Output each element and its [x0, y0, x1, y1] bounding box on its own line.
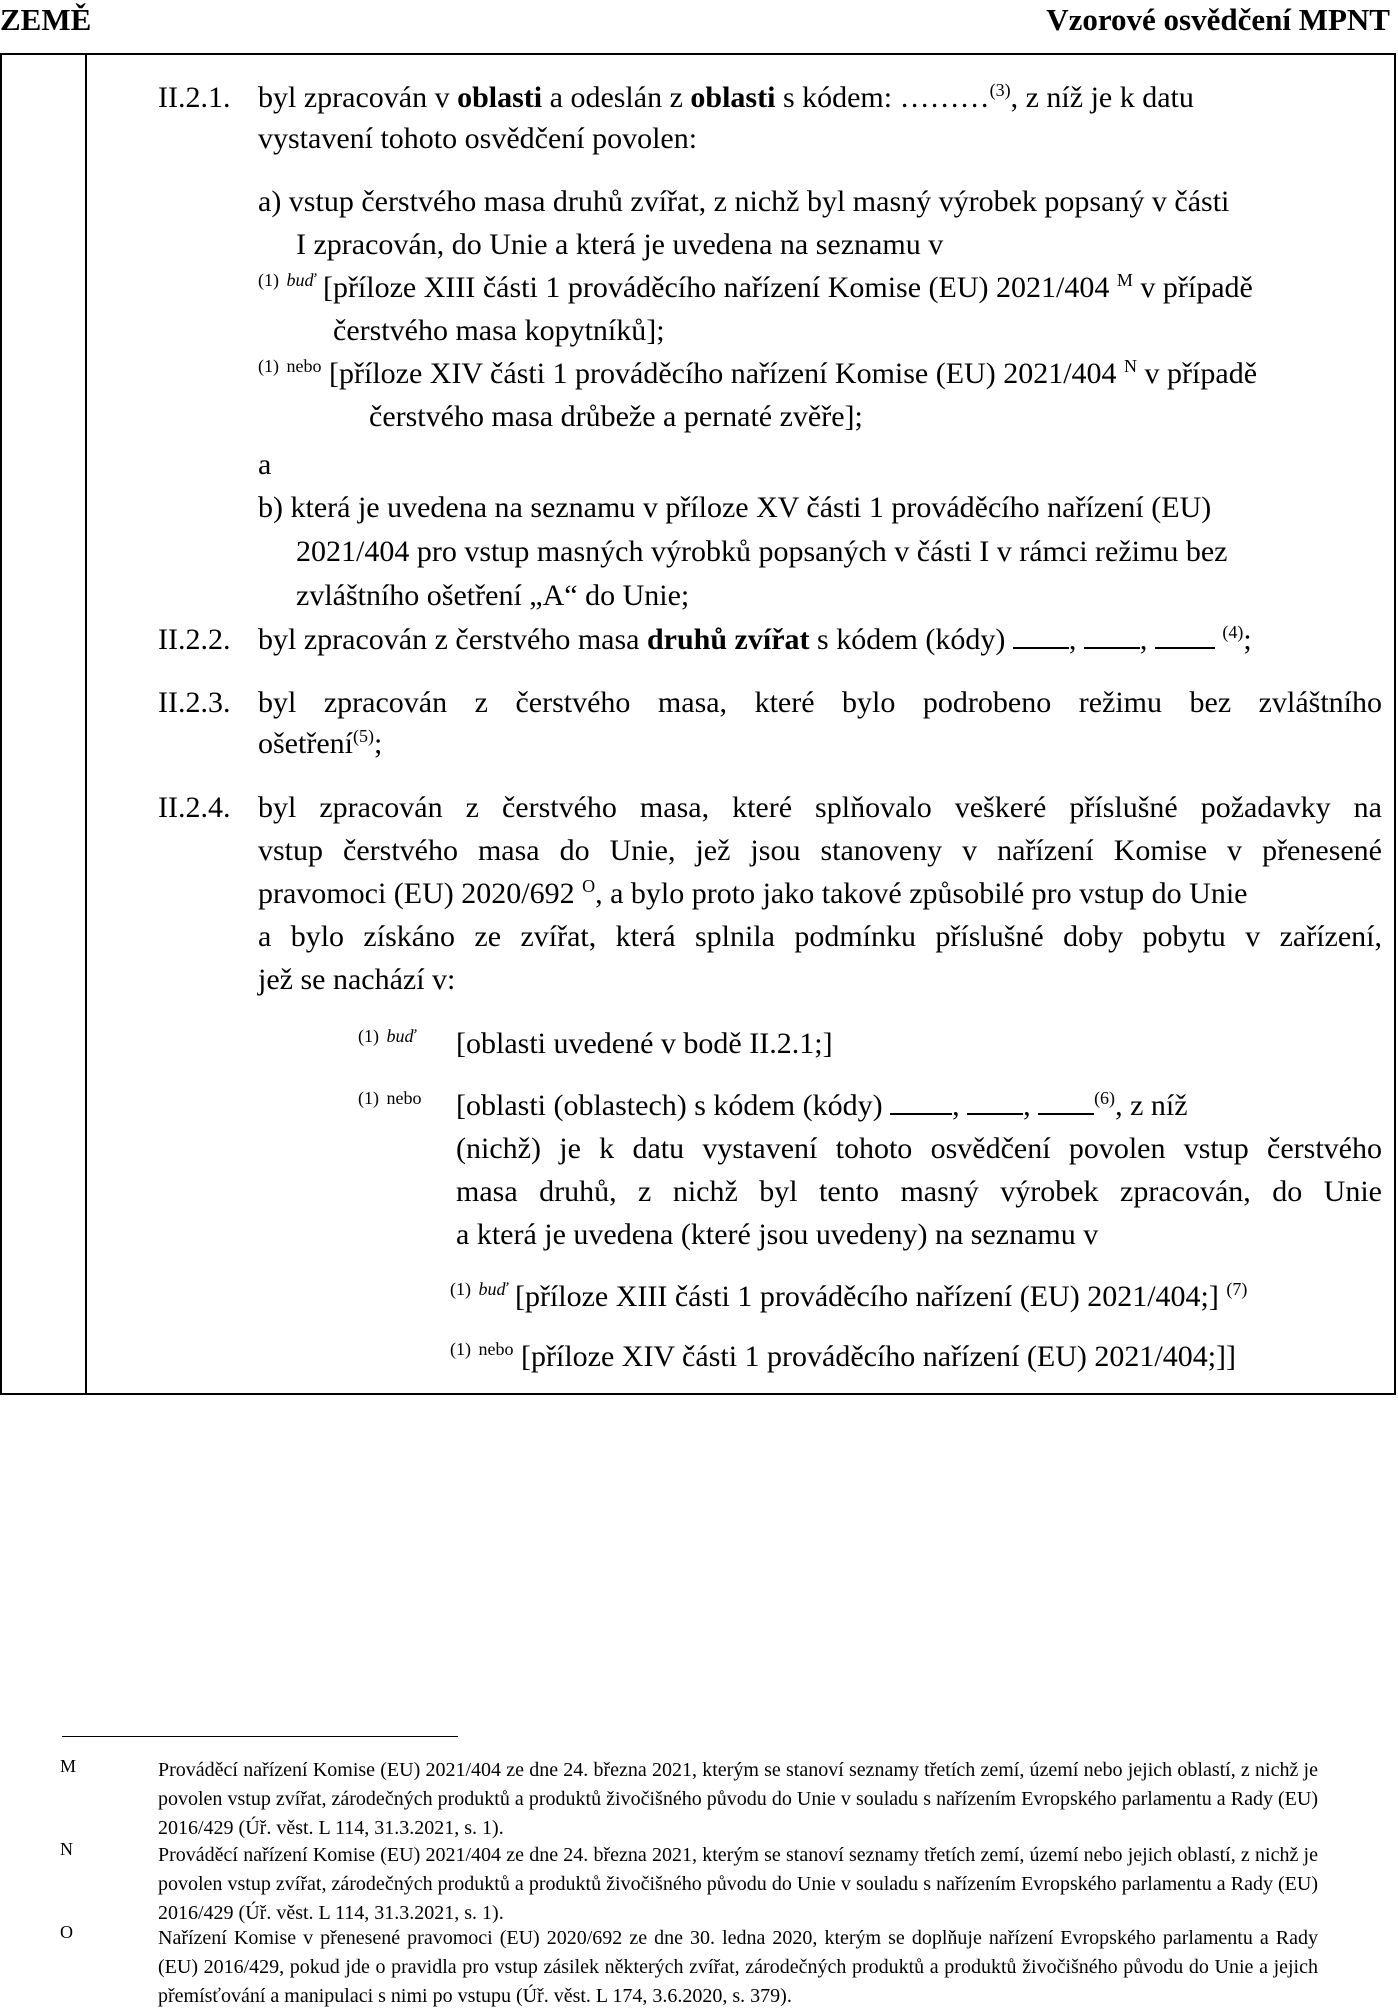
clause-ii21-line2: vystavení tohoto osvědčení povolen: — [258, 122, 698, 155]
footnote-mark-n: N — [60, 1839, 73, 1859]
clause-ii24-line5: jež se nachází v: — [258, 963, 456, 996]
clause-ii24-line3: pravomoci (EU) 2020/692 $^O$, a bylo proto jako takové způsobilé pro vstup do Unie — [258, 876, 1248, 910]
option-other-region-line1: [oblasti (oblastech) s kódem (kódy) , , $^{(6)}$, z níž — [456, 1088, 1188, 1122]
option-annex-xiii: $^{(1)}$ $^{buď}$ [příloze XIII části 1 prováděcího nařízení Komise (EU) 2021/404 $^M$ v případě — [258, 270, 1253, 304]
clause-ii23-line2: ošetření$^{(5)}$; — [258, 726, 383, 760]
footnote-ref-3: (3) — [989, 80, 1011, 100]
clause-ii21-a-line1: a) vstup čerstvého masa druhů zvířat, z nichž byl masný výrobek popsaný v části — [258, 185, 1230, 218]
option-other-region-marker: $^{(1)}$ $^{nebo}$ — [358, 1088, 422, 1108]
option-other-region-line3: masa druhů, z nichž byl tento masný výrobek zpracován, do Unie — [456, 1175, 1382, 1208]
option-other-region-line4: a která je uvedena (které jsou uvedeny) na seznamu v — [456, 1218, 1099, 1251]
clause-ii24-line2: vstup čerstvého masa do Unie, jež jsou stanoveny v nařízení Komise v přenesené — [258, 834, 1382, 867]
footnote-separator — [62, 1736, 458, 1737]
clause-number-ii24: II.2.4. — [158, 791, 231, 824]
clause-ii22-text: byl zpracován z čerstvého masa druhů zvířat s kódem (kódy) , , $^{(4)}$; — [258, 622, 1252, 656]
option-annex-xiii-line2: čerstvého masa kopytníků]; — [333, 314, 665, 347]
code-blank — [890, 1091, 952, 1115]
clause-ii24-line4: a bylo získáno ze zvířat, která splnila podmínku příslušné doby pobytu v zařízení, — [258, 920, 1382, 953]
footnote-n: Prováděcí nařízení Komise (EU) 2021/404 ze dne 24. března 2021, kterým se stanoví seznamy třetích zemí, území nebo jejich oblastí, z nichž je povolen vstup zvířat, zárodečných produktů a produktů živočišného původu do Unie v souladu s nařízením Evropského parlamentu a Rady (EU) 2016/429 (Úř. věst. L 114, 31.3.2021, s. 1). — [158, 1844, 1318, 1924]
footnote-o: Nařízení Komise v přenesené pravomoci (EU) 2020/692 ze dne 30. ledna 2020, kterým se doplňuje nařízení Evropského parlamentu a Rady (EU) 2016/429, pokud jde o pravidla pro vstup zásilek některých zvířat, zárodečných produktů a produktů živočišného původu do Unie a jejich přemísťování a manipulaci s nimi po vstupu (Úř. věst. L 174, 3.6.2020, s. 379). — [158, 1927, 1318, 2007]
footnote-m: Prováděcí nařízení Komise (EU) 2021/404 ze dne 24. března 2021, kterým se stanoví seznamy třetích zemí, území nebo jejich oblastí, z nichž je povolen vstup zvířat, zárodečných produktů a produktů živočišného původu do Unie v souladu s nařízením Evropského parlamentu a Rady (EU) 2016/429 (Úř. věst. L 114, 31.3.2021, s. 1). — [158, 1759, 1318, 1839]
code-blank — [1038, 1091, 1094, 1115]
option-same-region-marker: $^{(1)}$ $^{buď}$ — [358, 1026, 416, 1046]
header-title: Vzorové osvědčení MPNT — [1046, 2, 1390, 37]
option-same-region: [oblasti uvedené v bodě II.2.1;] — [456, 1027, 833, 1060]
option-annex-xiv: $^{(1)}$ $^{nebo}$ [příloze XIV části 1 prováděcího nařízení Komise (EU) 2021/404 $^N$ v případě — [258, 356, 1258, 390]
sub-option-annex-xiv: $^{(1)}$ $^{nebo}$ [příloze XIV části 1 prováděcího nařízení (EU) 2021/404;]] — [450, 1339, 1237, 1373]
clause-ii21-line1: byl zpracován v oblasti a odeslán z oblasti s kódem: ………$^{(3)}$, z níž je k datu — [258, 80, 1194, 114]
clause-ii21-a-line2: I zpracován, do Unie a která je uvedena na seznamu v — [296, 228, 944, 261]
clause-ii21-b-line3: zvláštního ošetření „A“ do Unie; — [296, 579, 690, 612]
clause-number-ii21: II.2.1. — [158, 81, 231, 114]
clause-ii21-b-line1: b) která je uvedena na seznamu v příloze XV části 1 prováděcího nařízení (EU) — [258, 491, 1212, 524]
clause-ii24-line1: byl zpracován z čerstvého masa, které splňovalo veškeré příslušné požadavky na — [258, 791, 1382, 824]
header-country: ZEMĚ — [0, 2, 92, 37]
clause-ii21-b-line2: 2021/404 pro vstup masných výrobků popsaných v části I v rámci režimu bez — [296, 535, 1228, 568]
footnote-mark-o: O — [60, 1922, 73, 1942]
code-blank — [1013, 625, 1069, 649]
clause-number-ii23: II.2.3. — [158, 686, 231, 719]
code-blank — [1155, 625, 1215, 649]
option-annex-xiv-line2: čerstvého masa drůbeže a pernaté zvěře]; — [369, 400, 863, 433]
footnote-mark-m: M — [60, 1756, 77, 1776]
sub-option-annex-xiii: $^{(1)}$ $^{buď}$ [příloze XIII části 1 prováděcího nařízení (EU) 2021/404;] $^{(7)}$ — [450, 1279, 1248, 1313]
clause-ii23-line1: byl zpracován z čerstvého masa, které bylo podrobeno režimu bez zvláštního — [258, 686, 1382, 719]
column-divider — [85, 53, 87, 1395]
conjunction-and: a — [258, 448, 272, 481]
code-blank — [1084, 625, 1140, 649]
clause-number-ii22: II.2.2. — [158, 623, 231, 656]
code-blank — [967, 1091, 1023, 1115]
option-other-region-line2: (nichž) je k datu vystavení tohoto osvědčení povolen vstup čerstvého — [456, 1132, 1382, 1165]
